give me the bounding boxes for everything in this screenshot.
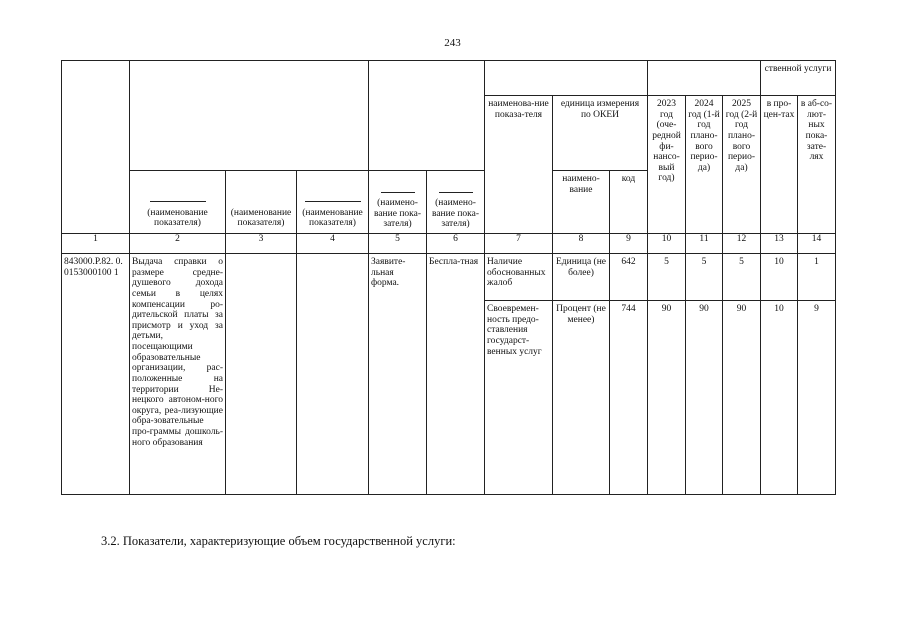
- header-param-c6-underline: [439, 192, 473, 193]
- header-param-c3-label: (наименование показателя): [230, 207, 292, 229]
- column-number: 3: [226, 234, 297, 254]
- service-quality-table: [61, 60, 836, 495]
- header-blank-group-c2-4: [130, 61, 369, 171]
- header-blank-group-c5-6: [369, 61, 485, 171]
- header-year-2023: 2023 год (оче-редной фи-нансо-вый год): [648, 96, 686, 234]
- header-year-2025: 2025 год (2-й год плано-вого перио-да): [723, 96, 761, 234]
- value-2023: 5: [648, 254, 686, 301]
- value-2025: 90: [723, 301, 761, 495]
- tolerance-absolute: 9: [798, 301, 836, 495]
- header-okei-code: код: [610, 171, 648, 234]
- payment-type: Бесплa-тная: [427, 254, 485, 495]
- indicator-code: 744: [610, 301, 648, 495]
- table-row: [62, 254, 836, 301]
- column-number: 9: [610, 234, 648, 254]
- header-tolerance-group: ственной услуги: [761, 61, 836, 96]
- column-number: 10: [648, 234, 686, 254]
- tolerance-absolute: 1: [798, 254, 836, 301]
- header-indicator-name: наименова-ние показа-теля: [485, 96, 553, 234]
- column-number: 14: [798, 234, 836, 254]
- value-2024: 90: [686, 301, 723, 495]
- value-2024: 5: [686, 254, 723, 301]
- column-number: 12: [723, 234, 761, 254]
- header-param-c6: [427, 171, 485, 234]
- section-heading: 3.2. Показатели, характеризующие объем государственной услуги:: [101, 534, 456, 548]
- service-description: Выдача справки о размере средне-душевого дохода семьи в целях компенсации ро-дительской платы за присмотр и уход за детьми, посещающими образовательные организации, рас-положенные на территории Не-нецкого автоном-ного округа, реа-лизующие обра-зовательные про-граммы дошколь-ного образования: [130, 254, 226, 495]
- page-number: 243: [444, 37, 461, 49]
- header-blank-group-c7-9: [485, 61, 648, 96]
- header-param-c5-label: (наимено-вание пока-зателя): [373, 198, 422, 230]
- header-okei-unit: единица измерения по ОКЕИ: [553, 96, 648, 171]
- registry-code: 843000.Р.82. 0.0153000100 1: [62, 254, 130, 495]
- indicator-unit: Единица (не более): [553, 254, 610, 301]
- column-number: 2: [130, 234, 226, 254]
- indicator-name: Наличие обоснованных жалоб: [485, 254, 553, 301]
- header-param-c2: [130, 171, 226, 234]
- column-number: 7: [485, 234, 553, 254]
- indicator-name: Своевремен-ность предо-ставления государст-венных услуг: [485, 301, 553, 495]
- header-param-c4: [297, 171, 369, 234]
- header-blank-group-c10-12: [648, 61, 761, 96]
- header-year-2024: 2024 год (1-й год плано-вого перио-да): [686, 96, 723, 234]
- header-blank-col1: [62, 61, 130, 234]
- header-param-c4-underline: [305, 201, 361, 202]
- header-okei-name: наимено-вание: [553, 171, 610, 234]
- column-number: 11: [686, 234, 723, 254]
- value-2023: 90: [648, 301, 686, 495]
- header-param-c5-underline: [381, 192, 415, 193]
- column-number: 4: [297, 234, 369, 254]
- indicator-unit: Процент (не менее): [553, 301, 610, 495]
- header-param-c2-label: (наименование показателя): [147, 207, 208, 229]
- column-number: 6: [427, 234, 485, 254]
- header-param-c3: [226, 171, 297, 234]
- header-param-c2-underline: [150, 201, 206, 202]
- tolerance-percent: 10: [761, 301, 798, 495]
- header-param-c6-label: (наимено-вание пока-зателя): [431, 198, 480, 230]
- header-in-percent: в про-цен-тах: [761, 96, 798, 234]
- column-number: 5: [369, 234, 427, 254]
- tolerance-percent: 10: [761, 254, 798, 301]
- header-param-c4-label: (наименование показателя): [302, 207, 363, 229]
- value-2025: 5: [723, 254, 761, 301]
- indicator-code: 642: [610, 254, 648, 301]
- column-number: 13: [761, 234, 798, 254]
- application-form: Заявите-льная форма.: [369, 254, 427, 495]
- column-number: 8: [553, 234, 610, 254]
- column-number: 1: [62, 234, 130, 254]
- header-in-absolute: в аб-со-лют-ных пока-зате-лях: [798, 96, 836, 234]
- cell-empty-c4: [297, 254, 369, 495]
- cell-empty-c3: [226, 254, 297, 495]
- column-number-row: [62, 234, 836, 254]
- header-param-c5: [369, 171, 427, 234]
